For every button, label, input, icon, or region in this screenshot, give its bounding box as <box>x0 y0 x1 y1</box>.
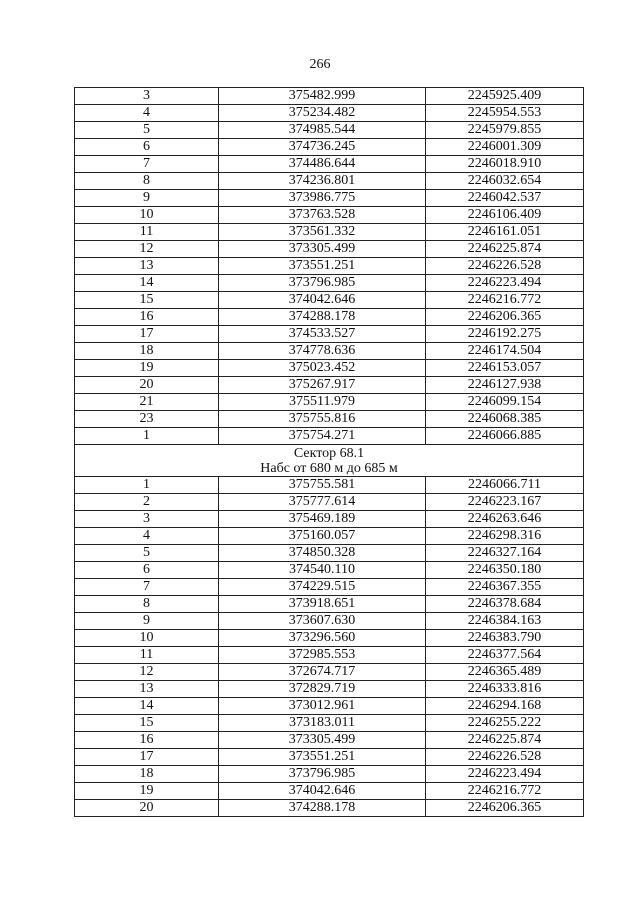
point-number-cell: 4 <box>75 528 219 545</box>
y-coordinate-cell: 2246225.874 <box>426 241 584 258</box>
table-row <box>75 326 584 343</box>
y-coordinate-cell: 2246350.180 <box>426 562 584 579</box>
point-number-cell: 4 <box>75 105 219 122</box>
point-number-cell: 11 <box>75 647 219 664</box>
table-row <box>75 579 584 596</box>
point-number-cell: 8 <box>75 596 219 613</box>
table-row <box>75 88 584 105</box>
table-row <box>75 528 584 545</box>
table-row <box>75 241 584 258</box>
point-number-cell: 9 <box>75 190 219 207</box>
x-coordinate-cell: 374236.801 <box>219 173 426 190</box>
x-coordinate-cell: 375755.581 <box>219 477 426 494</box>
y-coordinate-cell: 2246225.874 <box>426 732 584 749</box>
table-row <box>75 545 584 562</box>
point-number-cell: 17 <box>75 326 219 343</box>
table-row <box>75 258 584 275</box>
y-coordinate-cell: 2246365.489 <box>426 664 584 681</box>
block2-body <box>75 477 584 817</box>
x-coordinate-cell: 372985.553 <box>219 647 426 664</box>
point-number-cell: 6 <box>75 139 219 156</box>
x-coordinate-cell: 375267.917 <box>219 377 426 394</box>
table-row <box>75 190 584 207</box>
table-row <box>75 394 584 411</box>
point-number-cell: 14 <box>75 275 219 292</box>
point-number-cell: 12 <box>75 241 219 258</box>
x-coordinate-cell: 375469.189 <box>219 511 426 528</box>
point-number-cell: 3 <box>75 511 219 528</box>
table-row <box>75 156 584 173</box>
point-number-cell: 9 <box>75 613 219 630</box>
x-coordinate-cell: 373551.251 <box>219 749 426 766</box>
table-row <box>75 562 584 579</box>
x-coordinate-cell: 375754.271 <box>219 428 426 445</box>
x-coordinate-cell: 373561.332 <box>219 224 426 241</box>
table-row <box>75 309 584 326</box>
table-row <box>75 630 584 647</box>
y-coordinate-cell: 2246153.057 <box>426 360 584 377</box>
x-coordinate-cell: 372674.717 <box>219 664 426 681</box>
y-coordinate-cell: 2246327.164 <box>426 545 584 562</box>
y-coordinate-cell: 2246298.316 <box>426 528 584 545</box>
y-coordinate-cell: 2246106.409 <box>426 207 584 224</box>
table-row <box>75 343 584 360</box>
y-coordinate-cell: 2246378.684 <box>426 596 584 613</box>
y-coordinate-cell: 2246018.910 <box>426 156 584 173</box>
y-coordinate-cell: 2246226.528 <box>426 258 584 275</box>
table-row <box>75 664 584 681</box>
table-row <box>75 766 584 783</box>
x-coordinate-cell: 372829.719 <box>219 681 426 698</box>
x-coordinate-cell: 375755.816 <box>219 411 426 428</box>
point-number-cell: 17 <box>75 749 219 766</box>
table-row <box>75 783 584 800</box>
x-coordinate-cell: 374042.646 <box>219 292 426 309</box>
x-coordinate-cell: 375234.482 <box>219 105 426 122</box>
table-row <box>75 139 584 156</box>
y-coordinate-cell: 2246333.816 <box>426 681 584 698</box>
y-coordinate-cell: 2246263.646 <box>426 511 584 528</box>
table-row <box>75 698 584 715</box>
y-coordinate-cell: 2246294.168 <box>426 698 584 715</box>
point-number-cell: 12 <box>75 664 219 681</box>
point-number-cell: 20 <box>75 800 219 817</box>
point-number-cell: 2 <box>75 494 219 511</box>
x-coordinate-cell: 373796.985 <box>219 766 426 783</box>
table-row <box>75 800 584 817</box>
x-coordinate-cell: 374736.245 <box>219 139 426 156</box>
x-coordinate-cell: 374288.178 <box>219 800 426 817</box>
table-row <box>75 596 584 613</box>
table-row <box>75 122 584 139</box>
y-coordinate-cell: 2246042.537 <box>426 190 584 207</box>
x-coordinate-cell: 373305.499 <box>219 732 426 749</box>
y-coordinate-cell: 2246127.938 <box>426 377 584 394</box>
y-coordinate-cell: 2245925.409 <box>426 88 584 105</box>
point-number-cell: 8 <box>75 173 219 190</box>
y-coordinate-cell: 2246216.772 <box>426 292 584 309</box>
point-number-cell: 10 <box>75 630 219 647</box>
x-coordinate-cell: 373551.251 <box>219 258 426 275</box>
point-number-cell: 7 <box>75 579 219 596</box>
x-coordinate-cell: 375511.979 <box>219 394 426 411</box>
point-number-cell: 1 <box>75 428 219 445</box>
y-coordinate-cell: 2246206.365 <box>426 309 584 326</box>
point-number-cell: 19 <box>75 360 219 377</box>
x-coordinate-cell: 375023.452 <box>219 360 426 377</box>
x-coordinate-cell: 374486.644 <box>219 156 426 173</box>
table-row <box>75 647 584 664</box>
y-coordinate-cell: 2246068.385 <box>426 411 584 428</box>
y-coordinate-cell: 2246174.504 <box>426 343 584 360</box>
y-coordinate-cell: 2246099.154 <box>426 394 584 411</box>
sector-header-row <box>75 445 584 477</box>
point-number-cell: 16 <box>75 732 219 749</box>
y-coordinate-cell: 2246223.494 <box>426 275 584 292</box>
y-coordinate-cell: 2246161.051 <box>426 224 584 241</box>
table-row <box>75 511 584 528</box>
y-coordinate-cell: 2246377.564 <box>426 647 584 664</box>
coordinates-table <box>74 87 584 817</box>
x-coordinate-cell: 374533.527 <box>219 326 426 343</box>
x-coordinate-cell: 373607.630 <box>219 613 426 630</box>
point-number-cell: 11 <box>75 224 219 241</box>
x-coordinate-cell: 374540.110 <box>219 562 426 579</box>
y-coordinate-cell: 2245979.855 <box>426 122 584 139</box>
x-coordinate-cell: 373012.961 <box>219 698 426 715</box>
point-number-cell: 18 <box>75 766 219 783</box>
table-row <box>75 105 584 122</box>
point-number-cell: 13 <box>75 258 219 275</box>
y-coordinate-cell: 2246001.309 <box>426 139 584 156</box>
point-number-cell: 3 <box>75 88 219 105</box>
x-coordinate-cell: 374850.328 <box>219 545 426 562</box>
y-coordinate-cell: 2246032.654 <box>426 173 584 190</box>
table-row <box>75 681 584 698</box>
y-coordinate-cell: 2246066.885 <box>426 428 584 445</box>
y-coordinate-cell: 2246206.365 <box>426 800 584 817</box>
x-coordinate-cell: 373305.499 <box>219 241 426 258</box>
y-coordinate-cell: 2246223.494 <box>426 766 584 783</box>
table-row <box>75 377 584 394</box>
x-coordinate-cell: 374229.515 <box>219 579 426 596</box>
point-number-cell: 20 <box>75 377 219 394</box>
table-row <box>75 494 584 511</box>
point-number-cell: 19 <box>75 783 219 800</box>
table-row <box>75 613 584 630</box>
x-coordinate-cell: 374985.544 <box>219 122 426 139</box>
block1-body <box>75 88 584 445</box>
sector-title: Сектор 68.1 <box>293 445 365 461</box>
table-row <box>75 715 584 732</box>
point-number-cell: 5 <box>75 122 219 139</box>
point-number-cell: 14 <box>75 698 219 715</box>
point-number-cell: 1 <box>75 477 219 494</box>
x-coordinate-cell: 375160.057 <box>219 528 426 545</box>
sector-header-cell <box>75 445 584 477</box>
point-number-cell: 7 <box>75 156 219 173</box>
point-number-cell: 23 <box>75 411 219 428</box>
page-number: 266 <box>309 57 331 72</box>
y-coordinate-cell: 2246216.772 <box>426 783 584 800</box>
y-coordinate-cell: 2246192.275 <box>426 326 584 343</box>
point-number-cell: 6 <box>75 562 219 579</box>
point-number-cell: 15 <box>75 715 219 732</box>
y-coordinate-cell: 2246384.163 <box>426 613 584 630</box>
x-coordinate-cell: 373763.528 <box>219 207 426 224</box>
x-coordinate-cell: 373986.775 <box>219 190 426 207</box>
table-row <box>75 732 584 749</box>
y-coordinate-cell: 2246066.711 <box>426 477 584 494</box>
x-coordinate-cell: 374288.178 <box>219 309 426 326</box>
table-row <box>75 749 584 766</box>
point-number-cell: 13 <box>75 681 219 698</box>
table-row <box>75 224 584 241</box>
y-coordinate-cell: 2246367.355 <box>426 579 584 596</box>
point-number-cell: 5 <box>75 545 219 562</box>
x-coordinate-cell: 374042.646 <box>219 783 426 800</box>
y-coordinate-cell: 2245954.553 <box>426 105 584 122</box>
table-row <box>75 428 584 445</box>
table-row <box>75 411 584 428</box>
point-number-cell: 18 <box>75 343 219 360</box>
x-coordinate-cell: 373296.560 <box>219 630 426 647</box>
y-coordinate-cell: 2246223.167 <box>426 494 584 511</box>
y-coordinate-cell: 2246255.222 <box>426 715 584 732</box>
x-coordinate-cell: 375777.614 <box>219 494 426 511</box>
x-coordinate-cell: 373918.651 <box>219 596 426 613</box>
x-coordinate-cell: 373796.985 <box>219 275 426 292</box>
y-coordinate-cell: 2246383.790 <box>426 630 584 647</box>
x-coordinate-cell: 374778.636 <box>219 343 426 360</box>
table-row <box>75 360 584 377</box>
point-number-cell: 21 <box>75 394 219 411</box>
point-number-cell: 16 <box>75 309 219 326</box>
x-coordinate-cell: 373183.011 <box>219 715 426 732</box>
point-number-cell: 15 <box>75 292 219 309</box>
sector-altitude-range: Набс от 680 м до 685 м <box>260 460 398 476</box>
y-coordinate-cell: 2246226.528 <box>426 749 584 766</box>
table-row <box>75 207 584 224</box>
sector-header <box>75 445 584 477</box>
x-coordinate-cell: 375482.999 <box>219 88 426 105</box>
table-row <box>75 477 584 494</box>
table-row <box>75 292 584 309</box>
table-row <box>75 173 584 190</box>
table-row <box>75 275 584 292</box>
point-number-cell: 10 <box>75 207 219 224</box>
